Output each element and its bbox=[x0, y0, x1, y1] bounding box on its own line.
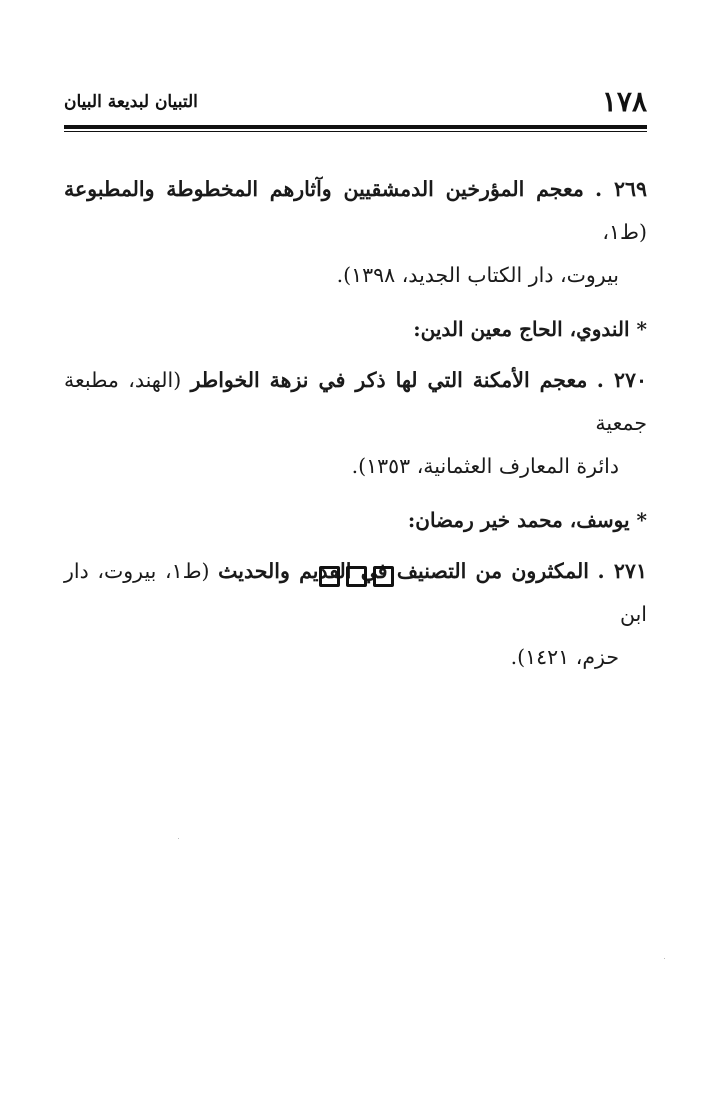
running-title: التبيان لبديعة البيان bbox=[64, 92, 198, 112]
entry-number: ٢٦٩ . bbox=[595, 177, 647, 201]
entry-title: معجم الأمكنة التي لها ذكر في نزهة الخواطر bbox=[190, 368, 588, 392]
author-heading: * يوسف، محمد خير رمضان: bbox=[407, 508, 647, 532]
section-end-ornament bbox=[0, 566, 713, 587]
page-header bbox=[64, 84, 647, 118]
header-rule-thin bbox=[64, 131, 647, 132]
ornament-square-icon bbox=[373, 566, 394, 587]
entry-number: ٢٧١ . bbox=[597, 559, 647, 583]
bibliography-entry-269 bbox=[64, 168, 647, 297]
scan-speck bbox=[664, 958, 665, 959]
entry-publication: (ط١، bbox=[602, 220, 647, 244]
entry-publication: (ط١، بيروت، دار ابن bbox=[64, 559, 647, 626]
author-heading: * الندوي، الحاج معين الدين: bbox=[413, 317, 647, 341]
entry-publication-continued: بيروت، دار الكتاب الجديد، ١٣٩٨). bbox=[336, 263, 619, 287]
page-number: ١٧٨ bbox=[601, 85, 647, 118]
entry-title: معجم المؤرخين الدمشقيين وآثارهم المخطوطة والمطبوعة bbox=[64, 177, 584, 201]
entry-title: المكثرون من التصنيف في القديم والحديث bbox=[218, 559, 589, 583]
entry-publication: (الهند، مطبعة جمعية bbox=[64, 368, 647, 435]
header-rule-thick bbox=[64, 125, 647, 129]
entry-publication-continued: حزم، ١٤٢١). bbox=[510, 645, 619, 669]
bibliography-list bbox=[64, 168, 647, 691]
bibliography-entry-270 bbox=[64, 359, 647, 488]
scan-speck bbox=[178, 838, 179, 839]
ornament-square-icon bbox=[319, 566, 340, 587]
entry-number: ٢٧٠ . bbox=[596, 368, 647, 392]
ornament-square-icon bbox=[346, 566, 367, 587]
entry-publication-continued: دائرة المعارف العثمانية، ١٣٥٣). bbox=[351, 454, 619, 478]
